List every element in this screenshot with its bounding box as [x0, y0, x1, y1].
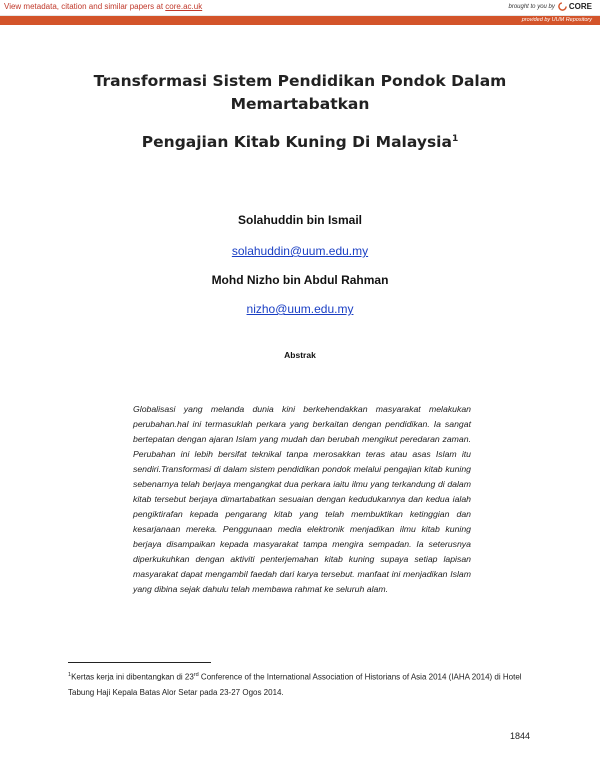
paper-title-line3: Pengajian Kitab Kuning Di Malaysia$^1$ [141, 133, 459, 152]
paper-title-line2: Memartabatkan [230, 95, 370, 113]
page-number: 1844 [509, 731, 530, 741]
footnote-ordinal: rd [193, 672, 199, 678]
footnote: $^1$Kertas kerja ini dibentangkan di 23rd Conference of the International Association of Historians of Asia 2014 (IAHA 2014) di Hotel Tabung Haji Kepala Batas Alor Setar pada 23-27 Ogos 2014. [68, 672, 522, 697]
core-metadata-text: View metadata, citation and similar papers at core.ac.uk [4, 2, 203, 11]
core-link[interactable]: core.ac.uk [165, 2, 203, 11]
abstract-heading: Abstrak [284, 350, 316, 360]
core-banner [0, 0, 600, 16]
core-brand[interactable]: brought to you by CORE [508, 2, 592, 11]
footnote-divider [68, 662, 211, 663]
abstract-body: Globalisasi yang melanda dunia kini berkehendakkan masyarakat melakukan perubahan.hal ini termasuklah perkara yang berkaitan dengan pendidikan. Ia sangat bertepatan dengan ajaran Islam yang mudah dan berubah mengikut peredaran zaman. Perubahan ini lebih bersifat teknikal tanpa merosakkan teras atau asas Islam itu sendiri.Transformasi di dalam sistem pendidikan pondok melalui pengajian kitab kuning sebenarnya telah berjaya mengangkat dua perkara iaitu ilmu yang terkandung di dalam kitab tersebut berjaya dimartabatkan sesuaian dengan kedudukannya dan kedua ialah pengiktirafan kepada pengarang kitab yang telah membuktikan ketinggian dan kesarjanaan mereka. Penggunaan media elektronik menjadikan ilmu kitab kuning berjaya disampaikan kepada masyarakat tampa mengira sempadan. Ia seterusnya diperkukuhkan dengan aktiviti penterjemahan kitab kuning supaya setiap lapisan masyarakat dapat mengambil faedah dari karya tersebut. manfaat ini menjadikan Islam yang dibina sejak dahulu telah membawa rahmat ke seluruh alam. [133, 404, 471, 594]
core-logo-icon [558, 2, 567, 11]
paper-title-line1: Transformasi Sistem Pendidikan Pondok Dalam [93, 72, 507, 90]
footnote-mark: 1 [68, 672, 72, 678]
author-email-link[interactable]: solahuddin@uum.edu.my [231, 244, 369, 258]
author-name: Solahuddin bin Ismail [237, 213, 362, 227]
author-name: Mohd Nizho bin Abdul Rahman [211, 273, 389, 287]
provided-by-text[interactable]: provided by UUM Repository [521, 17, 592, 23]
author-email-link[interactable]: nizho@uum.edu.my [246, 302, 354, 316]
core-provided-strip [0, 16, 600, 25]
title-footnote-mark: 1 [451, 134, 459, 144]
core-logo[interactable]: CORE [558, 2, 592, 11]
